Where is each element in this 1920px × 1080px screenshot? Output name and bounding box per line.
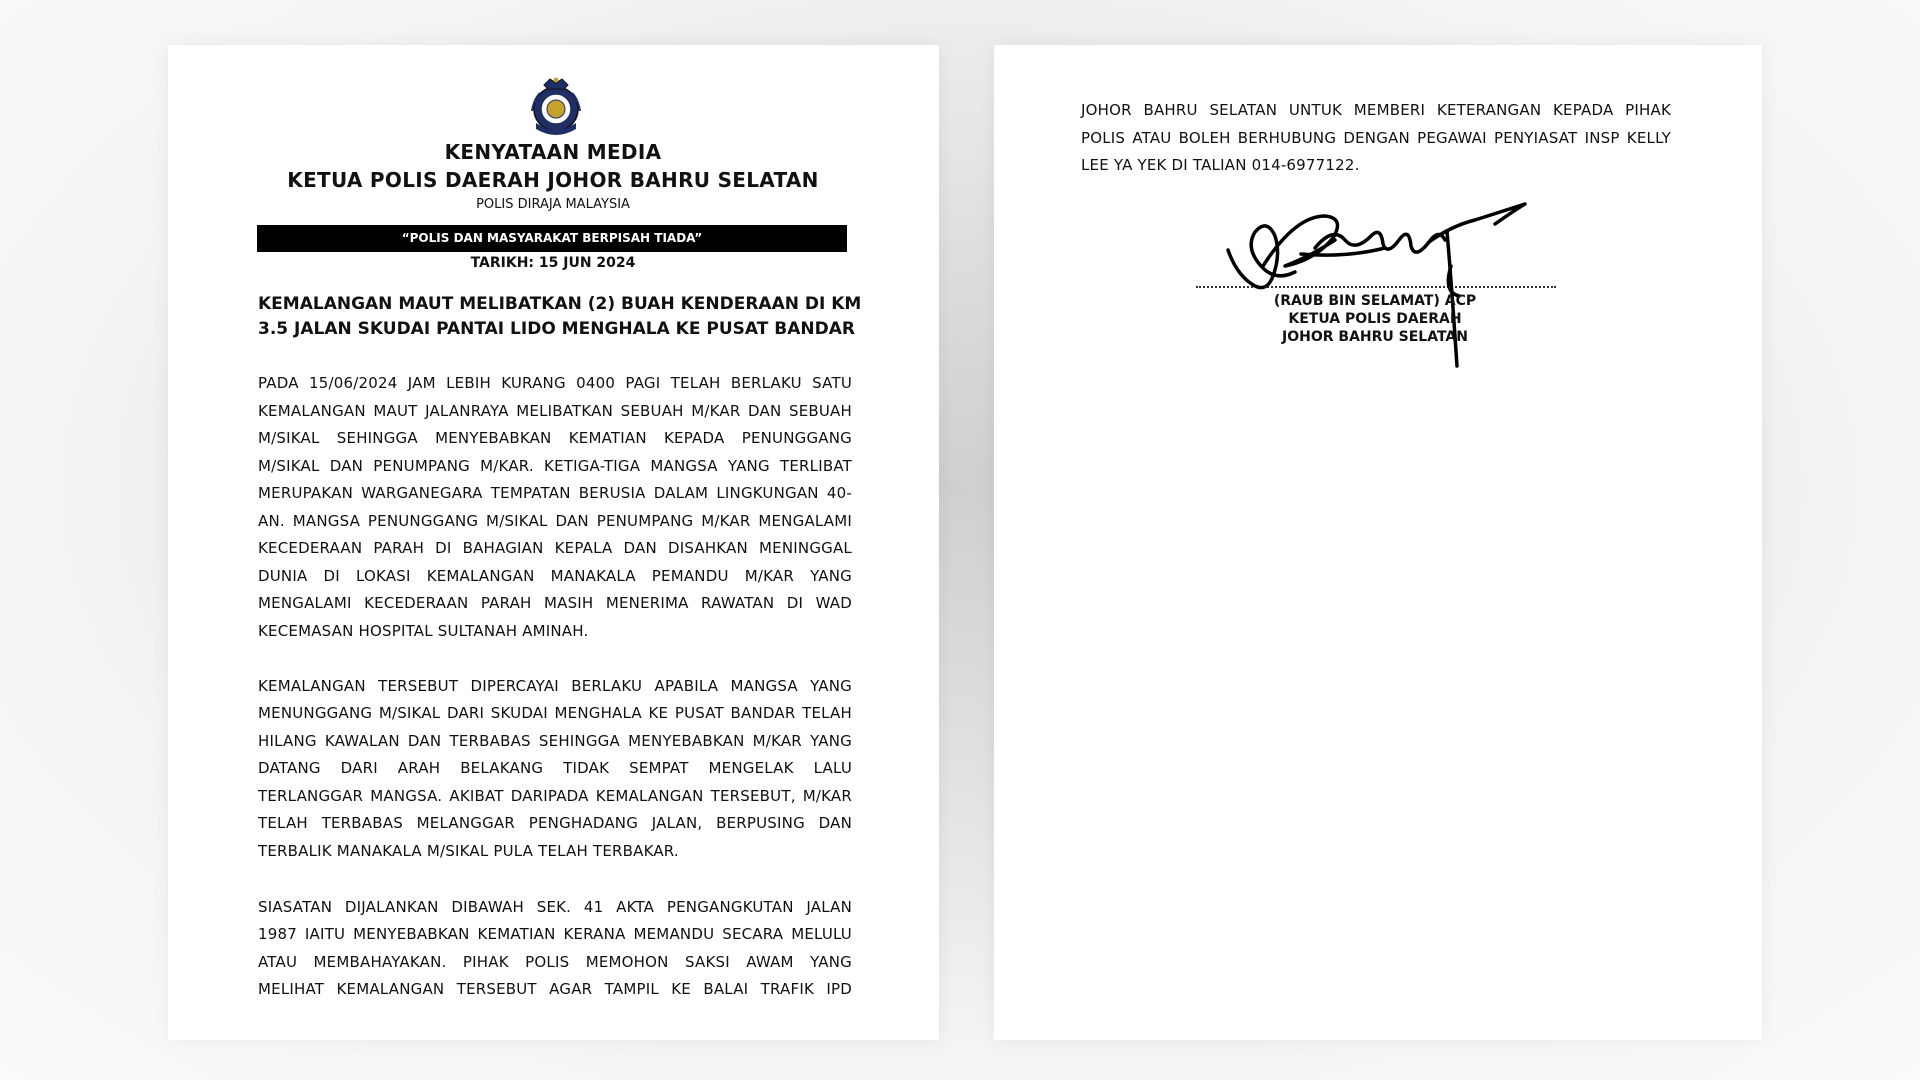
handwritten-signature-icon [1215,196,1575,376]
body-line: DATANG DARI ARAH BELAKANG TIDAK SEMPAT MENGELAK LALU [258,759,852,777]
body-line: TERLANGGAR MANGSA. AKIBAT DARIPADA KEMALANGAN TERSEBUT, M/KAR [258,787,852,805]
body-line: KECEMASAN HOSPITAL SULTANAH AMINAH. [258,622,589,640]
body-line: MERUPAKAN WARGANEGARA TEMPATAN BERUSIA DALAM LINGKUNGAN 40- [258,484,852,502]
body-line: KEMALANGAN TERSEBUT DIPERCAYAI BERLAKU APABILA MANGSA YANG [258,677,852,695]
body-line: MENGALAMI KECEDERAAN PARAH MASIH MENERIMA RAWATAN DI WAD [258,594,852,612]
continuation-line: LEE YA YEK DI TALIAN 014-6977122. [1081,156,1360,174]
body-line: SIASATAN DIJALANKAN DIBAWAH SEK. 41 AKTA PENGANGKUTAN JALAN [258,898,852,916]
body-line: M/SIKAL SEHINGGA MENYEBABKAN KEMATIAN KEPADA PENUNGGANG [258,429,852,447]
body-line: MENUNGGANG M/SIKAL DARI SKUDAI MENGHALA KE PUSAT BANDAR TELAH [258,704,852,722]
continuation-line: JOHOR BAHRU SELATAN UNTUK MEMBERI KETERANGAN KEPADA PIHAK [1081,101,1671,119]
body-line: AN. MANGSA PENUNGGANG M/SIKAL DAN PENUMPANG M/KAR MENGALAMI [258,512,852,530]
body-line: KECEDERAAN PARAH DI BAHAGIAN KEPALA DAN DISAHKAN MENINGGAL [258,539,852,557]
body-line: ATAU MEMBAHAYAKAN. PIHAK POLIS MEMOHON SAKSI AWAM YANG [258,953,852,971]
agency-name: POLIS DIRAJA MALAYSIA [476,197,630,212]
body-line: 1987 IAITU MENYEBABKAN KEMATIAN KERANA MEMANDU SECARA MELULU [258,925,852,943]
document-page-2 [994,45,1762,1040]
statement-date: TARIKH: 15 JUN 2024 [470,255,636,271]
body-line: TERBALIK MANAKALA M/SIKAL PULA TELAH TERBAKAR. [258,842,679,860]
body-line: MELIHAT KEMALANGAN TERSEBUT AGAR TAMPIL KE BALAI TRAFIK IPD [258,980,852,998]
signatory-district: JOHOR BAHRU SELATAN [1282,329,1468,345]
signatory-name: (RAUB BIN SELAMAT) ACP [1273,293,1477,309]
body-line: M/SIKAL DAN PENUMPANG M/KAR. KETIGA-TIGA MANGSA YANG TERLIBAT [258,457,852,475]
headline-line-1: KEMALANGAN MAUT MELIBATKAN (2) BUAH KENDERAAN DI KM [258,294,862,314]
headline-line-2: 3.5 JALAN SKUDAI PANTAI LIDO MENGHALA KE PUSAT BANDAR [258,319,855,339]
motto-banner: “POLIS DAN MASYARAKAT BERPISAH TIADA” [257,225,847,252]
police-crest-icon [522,71,590,139]
statement-title: KENYATAAN MEDIA [444,140,662,164]
body-line: DUNIA DI LOKASI KEMALANGAN MANAKALA PEMANDU M/KAR YANG [258,567,852,585]
body-line: KEMALANGAN MAUT JALANRAYA MELIBATKAN SEBUAH M/KAR DAN SEBUAH [258,402,852,420]
office-title: KETUA POLIS DAERAH JOHOR BAHRU SELATAN [287,168,819,192]
continuation-line: POLIS ATAU BOLEH BERHUBUNG DENGAN PEGAWAI PENYIASAT INSP KELLY [1081,129,1671,147]
body-line: HILANG KAWALAN DAN TERBABAS SEHINGGA MENYEBABKAN M/KAR YANG [258,732,852,750]
signatory-title: KETUA POLIS DAERAH [1288,311,1462,327]
body-line: PADA 15/06/2024 JAM LEBIH KURANG 0400 PAGI TELAH BERLAKU SATU [258,374,852,392]
body-line: TELAH TERBABAS MELANGGAR PENGHADANG JALAN, BERPUSING DAN [258,814,852,832]
